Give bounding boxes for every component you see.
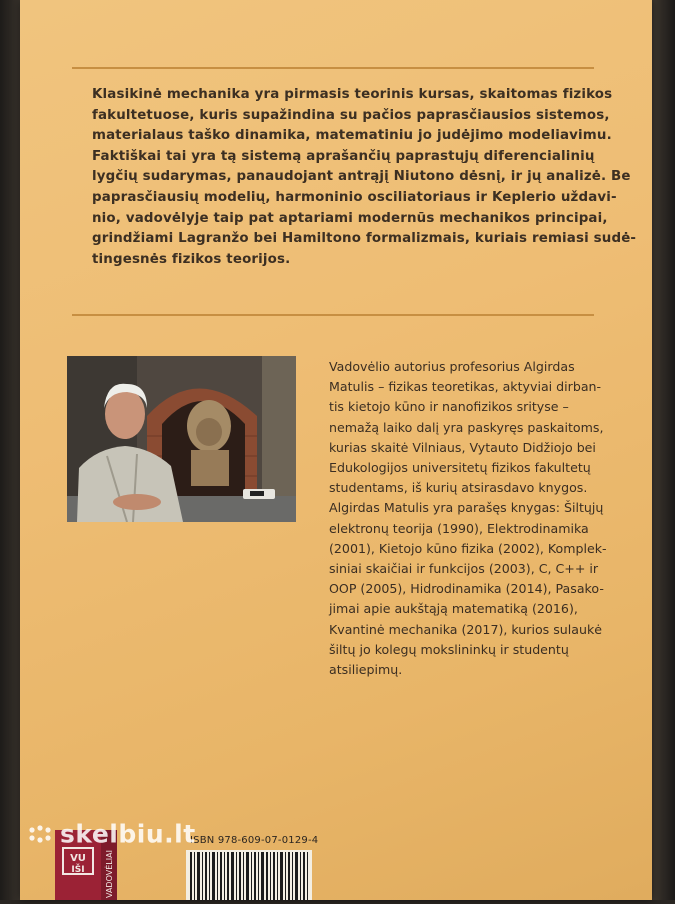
- bio-line: Algirdas Matulis yra parašęs knygas: Šiltųjų: [329, 500, 604, 516]
- bio-line: jimai apie aukštąją matematiką (2016),: [329, 601, 578, 617]
- book-description: [92, 85, 637, 270]
- author-photo-image: [67, 356, 296, 522]
- bio-line: tis kietojo kūno ir nanofizikos srityse –: [329, 399, 569, 415]
- bio-line: Kvantinė mechanika (2017), kurios sulaukė: [329, 621, 602, 637]
- description-line: lygčių sudarymas, panaudojant antrąjį Niutono dėsnį, ir jų analizė. Be: [92, 169, 631, 185]
- description-line: Faktiškai tai yra tą sistemą aprašančių paprastųjų diferencialinių: [92, 148, 595, 164]
- description-line: grindžiami Lagranžo bei Hamiltono formalizmais, kuriais remiasi sudė-: [92, 231, 637, 247]
- bio-line: OOP (2005), Hidrodinamika (2014), Pasako-: [329, 581, 604, 597]
- bio-line: nemažą laiko dalį yra paskyręs paskaitoms,: [329, 419, 604, 435]
- author-bio: [329, 357, 639, 680]
- watermark-text: skelbiu.lt: [60, 819, 196, 849]
- bio-line: Edukologijos universitetų fizikos fakultetų: [329, 460, 591, 476]
- bio-line: (2001), Kietojo kūno fizika (2002), Komplek-: [329, 540, 607, 556]
- bio-line: Vadovėlio autorius profesorius Algirdas: [329, 359, 575, 374]
- publisher-side-text: VADOVĖLIAI: [105, 850, 114, 898]
- bio-line: siniai skaičiai ir funkcijos (2003), C, C++ ir: [329, 561, 599, 577]
- bio-line: studentams, iš kurių atsirasdavo knygos.: [329, 480, 588, 496]
- isbn-label: ISBN 978-609-07-0129-4: [190, 835, 319, 846]
- bio-line: kurias skaitė Vilniaus, Vytauto Didžiojo bei: [329, 439, 596, 455]
- description-line: materialaus taško dinamika, matematiniu jo judėjimo modeliavimu.: [92, 128, 612, 144]
- barcode: [186, 850, 312, 900]
- bottom-divider: [72, 314, 594, 316]
- author-photo: [67, 356, 296, 522]
- description-line: tingesnės fizikos teorijos.: [92, 251, 291, 267]
- bio-line: Matulis – fizikas teoretikas, aktyviai dirban-: [329, 379, 602, 395]
- description-line: Klasikinė mechanika yra pirmasis teorinis kursas, skaitomas fizikos: [92, 87, 613, 102]
- description-line: fakultetuose, kuris supažindina su pačios paprasčiausios sistemos,: [92, 107, 610, 123]
- bio-line: atsiliepimų.: [329, 662, 403, 678]
- bio-line: elektronų teorija (1990), Elektrodinamika: [329, 520, 589, 536]
- publisher-logo-text: VU: [70, 853, 86, 864]
- description-line: paprasčiausių modelių, harmoninio osciliatoriaus ir Keplerio uždavi-: [92, 189, 617, 205]
- barcode-image: [186, 850, 312, 900]
- publisher-logo-subtext: IŠI: [71, 865, 85, 875]
- description-line: nio, vadovėlyje taip pat aptariami modernūs mechanikos principai,: [92, 210, 608, 226]
- watermark-dots-icon: [28, 824, 56, 844]
- top-divider: [72, 67, 594, 69]
- watermark: [28, 818, 196, 849]
- bio-line: šiltų jo kolegų mokslininkų ir studentų: [329, 641, 569, 657]
